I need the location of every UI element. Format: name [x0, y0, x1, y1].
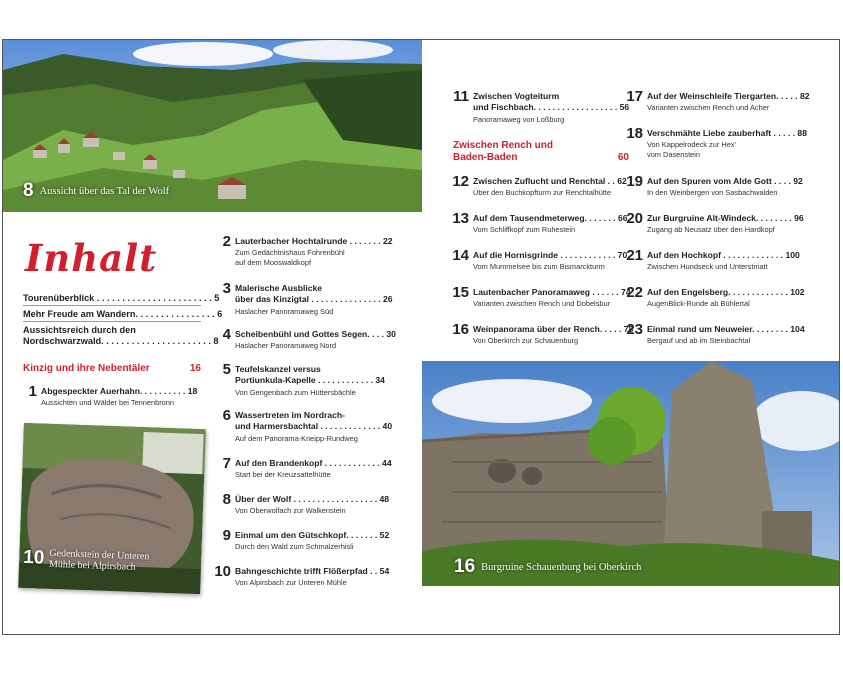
tour-title: Zwischen Zuflucht und Renchtal . . 62 [473, 176, 627, 186]
tour-subtitle: Zugang ab Neusatz über den Hardkopf [647, 225, 775, 234]
tour-subtitle: Start bei der Kreuzsattelhütte [235, 470, 331, 479]
tour-title: Lautenbacher Panoramaweg . . . . . . 74 [473, 287, 631, 297]
tour-subtitle: Von Alpirsbach zur Unteren Mühle [235, 578, 347, 587]
tour-subtitle: Auf dem Panorama-Kneipp-Rundweg [235, 434, 358, 443]
tour-number: 9 [222, 527, 231, 544]
section-title: Zwischen Rench und [453, 140, 554, 151]
tour-number: 4 [222, 326, 231, 343]
tour-subtitle: Vom Mummelsee bis zum Bismarckturm [473, 262, 605, 271]
tour-number: 16 [452, 321, 469, 338]
photo-caption-16 [454, 556, 641, 578]
tour-title: Verschmähte Liebe zauberhaft . . . . . 88 [647, 128, 807, 138]
tour-number: 3 [222, 280, 231, 297]
section-page: 60 [617, 152, 629, 163]
tour-number: 7 [222, 455, 231, 472]
tour-title: Über der Wolf . . . . . . . . . . . . . . . . . . 48 [235, 494, 390, 504]
overview-item: Tourenüberblick . . . . . . . . . . . . . . . . . . . . . . . 5 [23, 293, 220, 303]
page-heading: Inhalt [25, 236, 158, 280]
tour-title: Wassertreten im Nordrach- [235, 410, 345, 420]
photo-number: 8 [23, 180, 34, 201]
overview-item: Aussichtsreich durch den [23, 325, 136, 335]
tour-subtitle: auf dem Mooswaldkopf [235, 258, 311, 267]
tour-subtitle: vom Dasenstein [647, 150, 700, 159]
tour-title: Portiunkula-Kapelle . . . . . . . . . . . . 34 [235, 375, 385, 385]
tour-subtitle: Von Gengenbach zum Hüttersbächle [235, 388, 356, 397]
tour-subtitle: Varianten zwischen Rench und Dobelsbur [473, 299, 611, 308]
section-heading-rench [453, 140, 629, 164]
tour-subtitle: Panoramaweg von Loßburg [473, 115, 565, 124]
tour-subtitle: Varianten zwischen Rench und Acher [647, 103, 770, 112]
photo-caption-line: Mühle bei Alpirsbach [48, 558, 136, 573]
tour-title: Auf den Brandenkopf . . . . . . . . . . . . 44 [235, 458, 392, 468]
tour-title: Auf der Weinschleife Tiergarten. . . . . 82 [647, 91, 810, 101]
photo-caption-line: Gedenkstein der Unteren [49, 547, 150, 563]
tour-title: Auf dem Tausendmeterweg. . . . . . . 66 [473, 213, 628, 223]
tour-title: Teufelskanzel versus [235, 364, 321, 374]
photo-schauenburg-ruin [422, 361, 840, 586]
tour-number: 5 [222, 361, 231, 378]
section-page: 16 [189, 363, 201, 374]
tour-subtitle: Zwischen Hundseck und Unterstmatt [647, 262, 768, 271]
tour-subtitle: Von Oberkirch zur Schauenburg [473, 336, 579, 345]
tour-number: 23 [626, 321, 643, 338]
tour-subtitle: Von Oberwolfach zur Walkenstein [235, 506, 346, 515]
tour-title: Scheibenbühl und Gottes Segen. . . . 30 [235, 329, 396, 339]
tour-number: 22 [626, 284, 643, 301]
tour-subtitle: Vom Schliffkopf zum Ruhestein [473, 225, 576, 234]
tour-number: 6 [222, 407, 231, 424]
overview-item: Nordschwarzwald. . . . . . . . . . . . . . . . . . . . . . 8 [23, 336, 219, 346]
tour-subtitle: AugenBlick-Runde ab Bühlertal [647, 299, 750, 308]
tour-subtitle: Aussichten und Wälder bei Tennenbronn [41, 398, 174, 407]
tour-subtitle: Von Kappelrodeck zur Hex’ [647, 140, 737, 149]
tour-title: Lauterbacher Hochtalrunde . . . . . . . 22 [235, 236, 393, 246]
photo-caption-8 [23, 180, 169, 202]
tour-title: Abgespeckter Auerhahn. . . . . . . . . . 18 [41, 386, 198, 396]
section-heading-kinzig [23, 363, 201, 374]
divider [23, 321, 201, 322]
tour-subtitle: Über den Buchkopfturm zur Renchtalhütte [473, 188, 612, 197]
photo-caption-text: Burgruine Schauenburg bei Oberkirch [481, 562, 642, 573]
tour-number: 1 [28, 383, 37, 400]
tour-subtitle: In den Weinbergen von Sasbachwalden [647, 188, 778, 197]
tour-number: 2 [222, 233, 231, 250]
tour-subtitle: Zum Gedächtnishaus Fohrenbühl [235, 248, 345, 257]
photo-memorial-stone [18, 423, 206, 594]
tour-title: Weinpanorama über der Rench. . . . . 78 [473, 324, 634, 334]
tour-title: Einmal rund um Neuweier. . . . . . . . 104 [647, 324, 805, 334]
tour-subtitle: Bergauf und ab im Steinbachtal [647, 336, 751, 345]
tour-title: Zur Burgruine Alt-Windeck. . . . . . . . 96 [647, 213, 804, 223]
tour-number: 15 [452, 284, 469, 301]
tour-title: Malerische Ausblicke [235, 283, 323, 293]
photo-caption-text: Aussicht über das Tal der Wolf [39, 186, 170, 197]
tour-number: 21 [626, 247, 643, 264]
photo-caption-10 [22, 546, 150, 573]
tour-number: 18 [626, 125, 643, 142]
photo-number: 10 [22, 546, 45, 569]
tour-number: 11 [453, 88, 469, 105]
tour-number: 12 [452, 173, 469, 190]
tour-subtitle: Haslacher Panoramaweg Süd [235, 307, 334, 316]
section-title: Kinzig und ihre Nebentäler [23, 363, 150, 374]
section-title: Baden-Baden [453, 152, 518, 163]
photo-wolf-valley [3, 40, 422, 212]
tour-number: 20 [626, 210, 643, 227]
tour-title: Zwischen Vogteiturm [473, 91, 560, 101]
tour-number: 17 [626, 88, 643, 105]
tour-number: 14 [452, 247, 469, 264]
tour-number: 8 [222, 491, 231, 508]
divider [23, 305, 201, 306]
castle-image [422, 361, 840, 586]
tour-title: Einmal um den Gütschkopf. . . . . . . 52 [235, 530, 390, 540]
tour-number: 13 [452, 210, 469, 227]
tour-number: 10 [214, 563, 231, 580]
tour-title: Auf den Spuren vom Alde Gott . . . . 92 [647, 176, 803, 186]
tour-subtitle: Durch den Wald zum Schmalzerhisli [235, 542, 354, 551]
overview-item: Mehr Freude am Wandern. . . . . . . . . . . . . . . . 6 [23, 309, 223, 319]
tour-title: und Fischbach. . . . . . . . . . . . . . . . . . 56 [473, 102, 630, 112]
tour-title: Auf die Hornisgrinde . . . . . . . . . . . . 70 [473, 250, 628, 260]
photo-number: 16 [454, 556, 476, 577]
tour-title: über das Kinzigtal . . . . . . . . . . . . . . . 26 [235, 294, 393, 304]
tour-title: Bahngeschichte trifft Flößerpfad . . 54 [235, 566, 390, 576]
book-spread [2, 39, 840, 635]
tour-title: Auf den Hochkopf . . . . . . . . . . . . . 100 [647, 250, 800, 260]
tour-subtitle: Haslacher Panoramaweg Nord [235, 341, 337, 350]
tour-number: 19 [626, 173, 643, 190]
tour-title: Auf den Engelsberg. . . . . . . . . . . . . 102 [647, 287, 805, 297]
tour-title: und Harmersbachtal . . . . . . . . . . . . . 40 [235, 421, 393, 431]
